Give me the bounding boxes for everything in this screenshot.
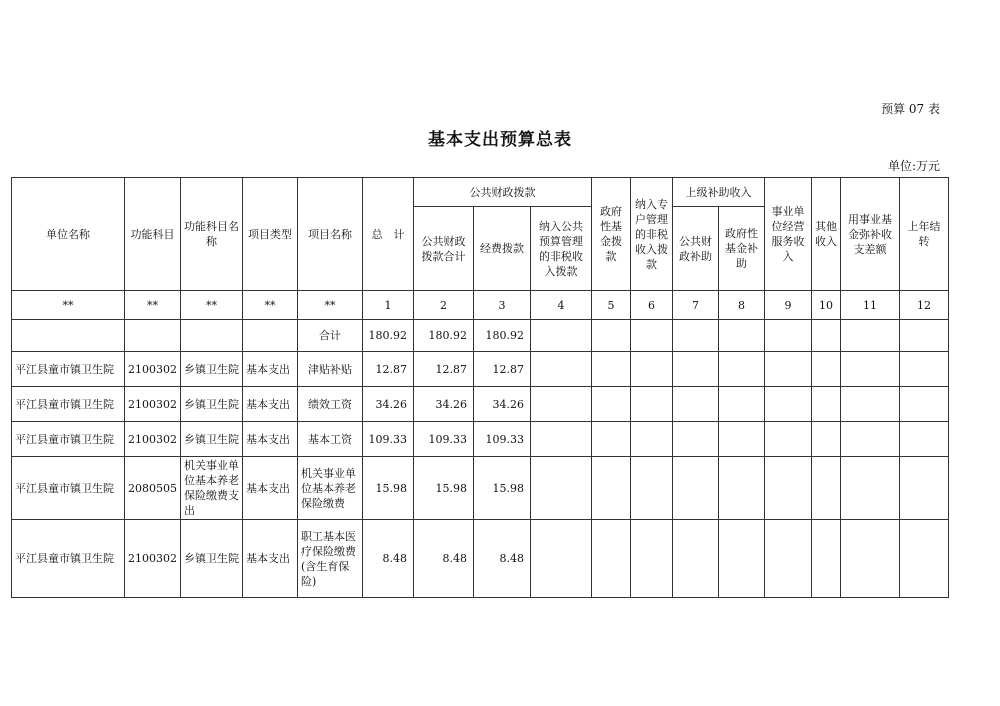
cell-item: 职工基本医疗保险缴费(含生育保险) <box>298 520 363 598</box>
cell-code: 2100302 <box>125 422 181 457</box>
cell-item: 津贴补贴 <box>298 352 363 387</box>
header-public-finance: 公共财政拨款 <box>414 178 592 207</box>
cell-func: 乡镇卫生院 <box>181 422 243 457</box>
header-pf-operating: 经费拨款 <box>474 207 531 291</box>
cell-pf-operating: 8.48 <box>474 520 531 598</box>
cell-type: 基本支出 <box>243 520 298 598</box>
cell-total: 109.33 <box>363 422 414 457</box>
index-cell: 11 <box>841 291 900 320</box>
index-row <box>12 291 949 320</box>
header-business-income: 事业单位经营服务收入 <box>765 178 812 291</box>
cell-type: 基本支出 <box>243 422 298 457</box>
cell-type: 基本支出 <box>243 387 298 422</box>
cell-code: 2080505 <box>125 457 181 520</box>
unit-label: 单位:万元 <box>887 159 940 173</box>
header-total: 总 计 <box>363 178 414 291</box>
budget-table <box>11 177 949 598</box>
table-row <box>12 422 949 457</box>
index-cell: 1 <box>363 291 414 320</box>
cell-unit: 平江县童市镇卫生院 <box>12 422 125 457</box>
header-special-nontax: 纳入专户管理的非税收入拨款 <box>631 178 673 291</box>
header-gov-fund: 政府性基金拨款 <box>592 178 631 291</box>
cell-total: 15.98 <box>363 457 414 520</box>
cell-pf-subtotal: 34.26 <box>414 387 474 422</box>
total-amount: 180.92 <box>363 320 414 352</box>
cell-type: 基本支出 <box>243 457 298 520</box>
cell-pf-operating: 109.33 <box>474 422 531 457</box>
header-func-name: 功能科目名称 <box>181 178 243 291</box>
table-body <box>12 291 949 598</box>
cell-unit: 平江县童市镇卫生院 <box>12 352 125 387</box>
cell-type: 基本支出 <box>243 352 298 387</box>
header-other-income: 其他收入 <box>812 178 841 291</box>
index-cell: 7 <box>673 291 719 320</box>
header-last-year: 上年结转 <box>900 178 949 291</box>
index-cell: 5 <box>592 291 631 320</box>
total-pf-operating: 180.92 <box>474 320 531 352</box>
cell-code: 2100302 <box>125 387 181 422</box>
index-cell: 2 <box>414 291 474 320</box>
index-cell: ** <box>181 291 243 320</box>
total-row <box>12 320 949 352</box>
index-cell: ** <box>243 291 298 320</box>
index-cell: 8 <box>719 291 765 320</box>
table-row <box>12 457 949 520</box>
header-func-code: 功能科目 <box>125 178 181 291</box>
cell-func: 乡镇卫生院 <box>181 352 243 387</box>
cell-unit: 平江县童市镇卫生院 <box>12 520 125 598</box>
cell-item: 绩效工资 <box>298 387 363 422</box>
cell-func: 乡镇卫生院 <box>181 387 243 422</box>
cell-pf-subtotal: 8.48 <box>414 520 474 598</box>
index-cell: 3 <box>474 291 531 320</box>
header-item-type: 项目类型 <box>243 178 298 291</box>
header-unit-name: 单位名称 <box>12 178 125 291</box>
total-label: 合计 <box>298 320 363 352</box>
table-header <box>12 178 949 291</box>
cell-pf-subtotal: 15.98 <box>414 457 474 520</box>
cell-pf-subtotal: 109.33 <box>414 422 474 457</box>
header-item-name: 项目名称 <box>298 178 363 291</box>
cell-func: 机关事业单位基本养老保险缴费支出 <box>181 457 243 520</box>
index-cell: 4 <box>531 291 592 320</box>
form-number: 预算 07 表 <box>881 102 940 116</box>
header-pf-nontax: 纳入公共预算管理的非税收入拨款 <box>531 207 592 291</box>
cell-pf-subtotal: 12.87 <box>414 352 474 387</box>
page-title: 基本支出预算总表 <box>428 130 572 150</box>
cell-item: 机关事业单位基本养老保险缴费 <box>298 457 363 520</box>
table-row <box>12 352 949 387</box>
cell-total: 8.48 <box>363 520 414 598</box>
header-fund-balance: 用事业基金弥补收支差额 <box>841 178 900 291</box>
table-row <box>12 387 949 422</box>
header-pf-subtotal: 公共财政拨款合计 <box>414 207 474 291</box>
header-hs-gov-fund: 政府性基金补助 <box>719 207 765 291</box>
index-cell: ** <box>125 291 181 320</box>
index-cell: ** <box>298 291 363 320</box>
index-cell: ** <box>12 291 125 320</box>
cell-code: 2100302 <box>125 520 181 598</box>
index-cell: 6 <box>631 291 673 320</box>
cell-pf-operating: 15.98 <box>474 457 531 520</box>
cell-pf-operating: 12.87 <box>474 352 531 387</box>
index-cell: 12 <box>900 291 949 320</box>
cell-unit: 平江县童市镇卫生院 <box>12 457 125 520</box>
cell-pf-operating: 34.26 <box>474 387 531 422</box>
cell-code: 2100302 <box>125 352 181 387</box>
table-row <box>12 520 949 598</box>
header-hs-public: 公共财政补助 <box>673 207 719 291</box>
cell-func: 乡镇卫生院 <box>181 520 243 598</box>
header-higher-subsidy: 上级补助收入 <box>673 178 765 207</box>
index-cell: 10 <box>812 291 841 320</box>
cell-unit: 平江县童市镇卫生院 <box>12 387 125 422</box>
total-pf-subtotal: 180.92 <box>414 320 474 352</box>
cell-total: 34.26 <box>363 387 414 422</box>
cell-total: 12.87 <box>363 352 414 387</box>
index-cell: 9 <box>765 291 812 320</box>
cell-item: 基本工资 <box>298 422 363 457</box>
